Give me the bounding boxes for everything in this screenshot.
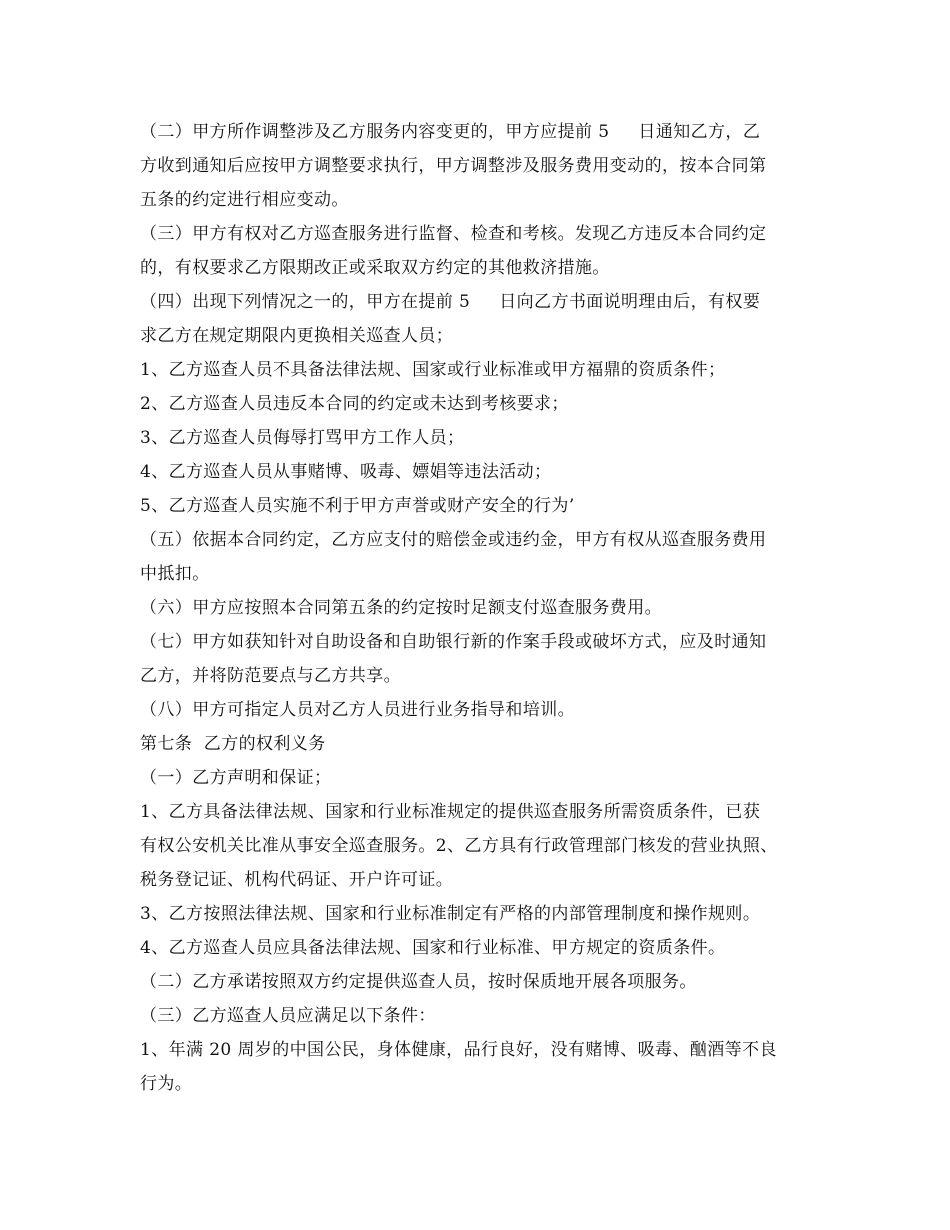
text-line: （三）乙方巡查人员应满足以下条件： (140, 1006, 436, 1026)
text-line: （一）乙方声明和保证； (140, 768, 332, 788)
section-heading: 第七条 乙方的权利义务 (140, 734, 326, 754)
text-line: 1、乙方具备法律法规、国家和行业标准规定的提供巡查服务所需资质条件，已获 (140, 802, 761, 822)
text-line: 税务登记证、机构代码证、开户许可证。 (140, 870, 454, 890)
text-line: （三）甲方有权对乙方巡查服务进行监督、检查和考核。发现乙方违反本合同约定 (140, 224, 767, 244)
text-line: 有权公安机关比准从事安全巡查服务。2、乙方具有行政管理部门核发的营业执照、 (140, 836, 778, 856)
text-line: 5、乙方巡查人员实施不利于甲方声誉或财产安全的行为’ (140, 496, 575, 516)
text-line: 方收到通知后应按甲方调整要求执行，甲方调整涉及服务费用变动的，按本合同第 (140, 156, 767, 176)
text-line: 3、乙方按照法律法规、国家和行业标准制定有严格的内部管理制度和操作规则。 (140, 904, 761, 924)
text-line: 4、乙方巡查人员应具备法律法规、国家和行业标准、甲方规定的资质条件。 (140, 938, 726, 958)
text-line: （六）甲方应按照本合同第五条的约定按时足额支付巡查服务费用。 (140, 598, 662, 618)
text-line: 五条的约定进行相应变动。 (140, 190, 349, 210)
text-line: 1、乙方巡查人员不具备法律法规、国家或行业标准或甲方福鼎的资质条件； (140, 360, 726, 380)
text-line: 中抵扣。 (140, 564, 210, 584)
text-line: （七）甲方如获知针对自助设备和自助银行新的作案手段或破坏方式，应及时通知 (140, 632, 767, 652)
text-line: 1、年满 20 周岁的中国公民，身体健康，品行良好，没有赌博、吸毒、酗酒等不良 (140, 1040, 777, 1060)
text-line: （二）甲方所作调整涉及乙方服务内容变更的，甲方应提前 5 日通知乙方，乙 (140, 122, 761, 142)
text-line: 求乙方在规定期限内更换相关巡查人员； (140, 326, 454, 346)
text-line: 2、乙方巡查人员违反本合同的约定或未达到考核要求； (140, 394, 569, 414)
text-line: （二）乙方承诺按照双方约定提供巡查人员，按时保质地开展各项服务。 (140, 972, 697, 992)
text-line: 行为。 (140, 1074, 193, 1094)
text-line: （四）出现下列情况之一的，甲方在提前 5 日向乙方书面说明理由后，有权要 (140, 292, 761, 312)
text-line: （八）甲方可指定人员对乙方人员进行业务指导和培训。 (140, 700, 575, 720)
text-line: 4、乙方巡查人员从事赌博、吸毒、嫖娼等违法活动； (140, 462, 552, 482)
text-line: （五）依据本合同约定，乙方应支付的赔偿金或违约金，甲方有权从巡查服务费用 (140, 530, 767, 550)
text-line: 乙方，并将防范要点与乙方共享。 (140, 666, 401, 686)
document-body (140, 115, 820, 1101)
text-line: 3、乙方巡查人员侮辱打骂甲方工作人员； (140, 428, 465, 448)
text-line: 的，有权要求乙方限期改正或采取双方约定的其他救济措施。 (140, 258, 610, 278)
